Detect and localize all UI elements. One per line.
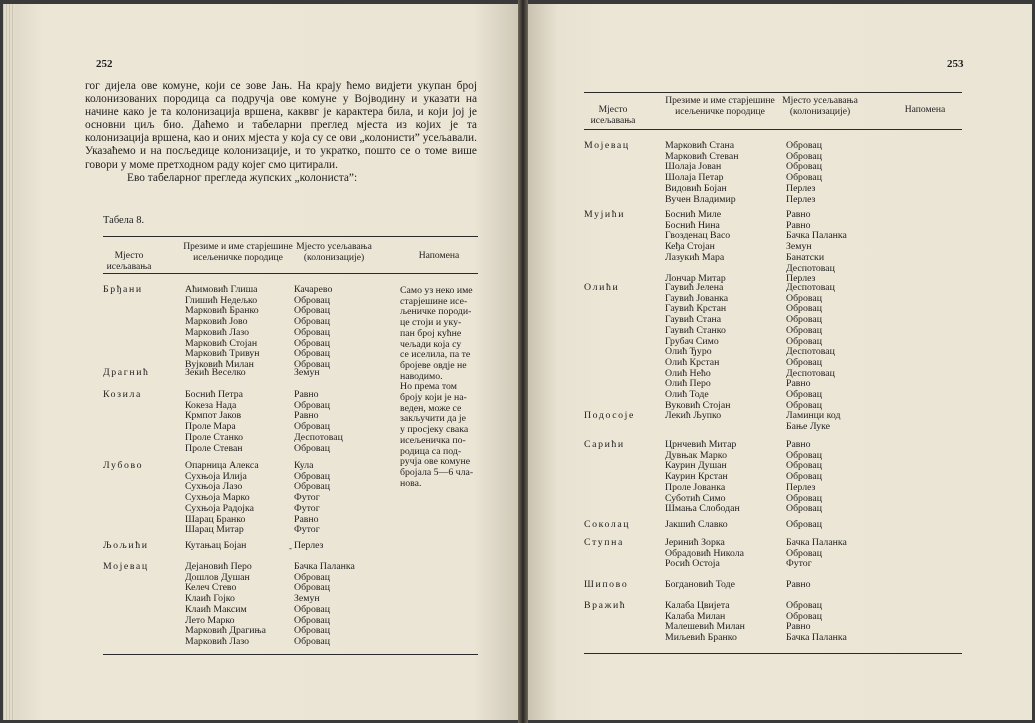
family-head-name: Глишић Недељко	[185, 294, 258, 306]
book-gutter	[518, 0, 528, 723]
note-line: ручја ове комуне	[400, 456, 471, 468]
destination-place: Обровац	[786, 449, 822, 461]
family-head-name: Обрадовић Никола	[665, 547, 744, 559]
family-head-cell	[185, 461, 259, 536]
family-head-name: Дејановић Перо	[185, 561, 252, 572]
note-line: це стоји и уку-	[400, 317, 462, 329]
destination-cell	[786, 141, 822, 205]
family-head-cell	[665, 411, 721, 432]
family-head-name: Шолаја Петар	[665, 172, 724, 184]
family-head-name: Малешевић Милан	[665, 621, 745, 633]
family-head-name: Проле Јованка	[665, 481, 726, 493]
destination-place: Обровац	[294, 635, 330, 647]
family-head-name: Гаувић Стана	[665, 314, 722, 326]
family-head-name: Марковић Стеван	[665, 150, 739, 162]
destination-place: Равно	[786, 621, 811, 633]
note-line: Само уз неко име	[400, 285, 473, 296]
village-name: Љољићи	[103, 540, 149, 551]
header-note: Напомена	[904, 104, 946, 115]
note-line: пан број кућне	[400, 327, 462, 339]
destination-place: Перлез	[786, 481, 816, 493]
family-head-cell	[665, 283, 730, 411]
destination-cell	[294, 541, 323, 552]
destination-place: Обровац	[786, 471, 822, 483]
family-head-name: Олић Ђуро	[665, 346, 712, 358]
destination-place: Футог	[294, 524, 320, 536]
header-family-head: Презиме и име старјешине исељеничке породице	[665, 95, 775, 117]
destination-place: Равно	[294, 410, 319, 422]
family-head-cell	[185, 285, 260, 371]
village-name: Шипово	[584, 579, 629, 590]
destination-cell	[786, 283, 835, 411]
destination-place: Деспотовац	[294, 431, 343, 443]
dash-mark: -	[289, 543, 292, 553]
destination-place: Равно	[786, 209, 811, 220]
destination-place: Обровац	[786, 519, 822, 530]
note-line: чељади која су	[400, 338, 462, 350]
family-head-name: Келеч Стево	[185, 582, 237, 594]
destination-place: Обровац	[786, 335, 822, 347]
destination-place: Деспотовац	[786, 367, 835, 379]
family-head-cell	[665, 580, 735, 591]
destination-place: Земун	[294, 367, 320, 378]
destination-place: Кула	[294, 460, 314, 471]
destination-place: Обровац	[786, 172, 822, 184]
family-head-name	[665, 422, 721, 433]
destination-place: Бање Луке	[786, 420, 831, 432]
family-head-name: Марковић Стана	[665, 140, 735, 151]
table-top-rule	[584, 92, 962, 93]
destination-cell	[786, 580, 811, 591]
destination-place: Обровац	[294, 625, 330, 637]
note-line: закључити да је	[400, 413, 466, 425]
family-head-name: Олић Тоде	[665, 389, 709, 401]
destination-place: Обровац	[786, 324, 822, 336]
family-head-name: Црнчевић Митар	[665, 439, 737, 450]
destination-place: Обровац	[294, 582, 330, 594]
destination-place: Футог	[294, 502, 320, 514]
destination-place: Обровац	[786, 610, 822, 622]
header-note: Напомена	[418, 250, 460, 261]
destination-place: Обровац	[786, 292, 822, 304]
family-head-cell	[665, 210, 730, 285]
left-page	[3, 4, 518, 720]
family-head-name: Крмпот Јаков	[185, 410, 242, 422]
family-head-name: Јакшић Славко	[665, 519, 728, 530]
destination-place: Качарево	[294, 284, 333, 295]
family-head-name: Каурин Душан	[665, 460, 727, 472]
destination-place: Обровац	[294, 399, 330, 411]
destination-place: Обровац	[786, 399, 822, 411]
destination-cell	[786, 601, 847, 644]
family-head-cell	[185, 390, 243, 454]
family-head-name: Калаба Цвијета	[665, 600, 730, 611]
family-head-name: Марковић Бранко	[185, 305, 259, 317]
destination-place: Обровац	[294, 305, 330, 317]
destination-cell	[786, 210, 847, 285]
family-head-cell	[185, 562, 266, 648]
destination-place: Обровац	[786, 389, 822, 401]
right-page	[528, 4, 1032, 720]
family-head-cell	[185, 541, 246, 552]
destination-place: Бачка Паланка	[294, 561, 355, 572]
family-head-name: Олић Перо	[665, 378, 711, 390]
destination-place: Обровац	[294, 294, 330, 306]
village-name: Олићи	[584, 282, 620, 293]
table-top-rule	[103, 236, 478, 237]
note-line: се иселила, па те	[400, 349, 471, 361]
family-head-name: Сухњоја Радојка	[185, 502, 254, 514]
page-number: 252	[96, 58, 113, 70]
destination-place: Бачка Паланка	[786, 230, 847, 242]
village-name: Подосоје	[584, 410, 635, 421]
family-head-name: Олић Крстан	[665, 356, 720, 368]
family-head-name: Марковић Стојан	[185, 337, 258, 349]
destination-place: Обровац	[786, 314, 822, 326]
family-head-name: Кокеза Нада	[185, 399, 237, 411]
family-head-name: Сухњоја Илија	[185, 470, 247, 482]
destination-place: Равно	[786, 378, 811, 390]
destination-place: Равно	[786, 439, 811, 450]
family-head-name: Грубач Симо	[665, 335, 719, 347]
table-header-rule	[584, 129, 962, 130]
family-head-name: Суботић Симо	[665, 492, 726, 504]
family-head-name: Вуковић Стојан	[665, 399, 731, 411]
table-header-rule	[103, 273, 478, 274]
destination-place: Обровац	[294, 348, 330, 360]
destination-place: Обровац	[294, 481, 330, 493]
destination-cell	[294, 390, 343, 454]
family-head-name: Опарница Алекса	[185, 460, 259, 471]
family-head-cell	[665, 141, 738, 205]
destination-place: Перлез	[786, 182, 816, 194]
destination-place: Обровац	[786, 460, 822, 472]
table-bottom-rule	[584, 653, 962, 654]
destination-place: Обровац	[294, 442, 330, 454]
destination-place: Обровац	[786, 600, 822, 611]
family-head-name: Шарац Бранко	[185, 513, 246, 525]
family-head-name: Јеринић Зорка	[665, 537, 725, 548]
village-name: Вражић	[584, 600, 627, 611]
note-line: бројала 5—6 чла-	[400, 466, 474, 478]
family-head-name: Дошлов Душан	[185, 571, 250, 583]
family-head-name: Лазукић Мара	[665, 251, 725, 263]
family-head-cell	[665, 520, 728, 531]
family-head-name: Шарац Митар	[185, 524, 244, 536]
village-name: Драгнић	[103, 367, 150, 378]
destination-place: Обровац	[294, 421, 330, 433]
destination-place: Обровац	[786, 161, 822, 173]
destination-place: Бачка Паланка	[786, 537, 847, 548]
village-name: Мујићи	[584, 209, 626, 220]
destination-place: Ламинци код	[786, 410, 841, 421]
destination-place: Бачка Паланка	[786, 632, 847, 644]
family-head-name: Шолаја Јован	[665, 161, 722, 173]
table-bottom-rule	[103, 654, 478, 655]
note-line: нова.	[400, 477, 422, 489]
destination-place: Деспотовац	[786, 346, 835, 358]
family-head-name: Проле Стеван	[185, 442, 243, 454]
destination-place: Земун	[294, 593, 320, 605]
family-head-name: Марковић Тривун	[185, 348, 260, 360]
destination-place: Обровац	[294, 470, 330, 482]
family-head-name: Сухњоја Марко	[185, 492, 250, 504]
destination-place: Футог	[294, 492, 320, 504]
body-text	[85, 80, 477, 185]
destination-place: Перлез	[786, 193, 816, 205]
family-head-name: Дувњак Марко	[665, 449, 727, 461]
header-origin: Мјесто исељавања	[106, 250, 152, 272]
family-head-cell	[665, 538, 744, 570]
destination-place: Равно	[294, 389, 319, 400]
destination-place: Обровац	[786, 503, 822, 515]
family-head-name: Лекић Љупко	[665, 410, 722, 421]
family-head-name: Боснић Петра	[185, 389, 244, 400]
village-name: Козила	[103, 389, 142, 400]
note-line: исељеничка по-	[400, 434, 466, 446]
destination-cell	[294, 368, 320, 379]
family-head-name: Гвозденац Васо	[665, 230, 731, 242]
destination-place: Обровац	[786, 492, 822, 504]
note-line: наводимо.	[400, 370, 443, 382]
family-head-name: Шмања Слободан	[665, 503, 740, 515]
destination-cell	[786, 520, 822, 531]
destination-place: Обровац	[294, 337, 330, 349]
family-head-name: Аћимовић Глиша	[185, 284, 258, 295]
family-head-name: Клаић Максим	[185, 603, 247, 615]
family-head-cell	[185, 368, 246, 379]
village-name: Мојевац	[103, 561, 149, 572]
family-head-name: Гаувић Јелена	[665, 282, 724, 293]
table-note	[400, 286, 477, 489]
village-name: Мојевац	[584, 140, 630, 151]
family-head-name: Кутањац Бојан	[185, 540, 247, 551]
destination-cell	[294, 285, 332, 371]
header-family-head: Презиме и име старјешине исељеничке породице	[183, 241, 293, 263]
destination-place: Обровац	[786, 150, 822, 162]
family-head-name: Кеђа Стојан	[665, 241, 715, 253]
family-head-name: Видовић Бојан	[665, 182, 727, 194]
destination-place: Перлез	[786, 273, 816, 285]
family-head-name: Гаувић Јованка	[665, 292, 729, 304]
destination-place: Перлез	[294, 540, 324, 551]
family-head-name: Сухњоја Лазо	[185, 481, 243, 493]
note-line: Но према том	[400, 381, 457, 393]
header-origin: Мјесто исељавања	[590, 104, 636, 126]
destination-cell	[294, 562, 355, 648]
family-head-name: Марковић Лазо	[185, 326, 250, 338]
family-head-name: Калаба Милан	[665, 610, 726, 622]
destination-place: Деспотовац	[786, 262, 835, 274]
family-head-name: Клаић Гојко	[185, 593, 235, 605]
family-head-name: Каурин Крстан	[665, 471, 728, 483]
destination-cell	[786, 538, 847, 570]
note-line: родица са под-	[400, 445, 462, 457]
destination-place: Обровац	[786, 356, 822, 368]
destination-place: Обровац	[294, 614, 330, 626]
destination-place: Футог	[786, 558, 812, 570]
village-name: Соколац	[584, 519, 631, 530]
family-head-name: Проле Мара	[185, 421, 236, 433]
family-head-name: Боснић Нина	[665, 219, 720, 231]
family-head-name: Богдановић Тоде	[665, 579, 735, 590]
note-line: љеничке породи-	[400, 306, 472, 318]
destination-place: Банатски	[786, 251, 825, 263]
family-head-name: Боснић Миле	[665, 209, 722, 220]
note-line: броју који је на-	[400, 392, 467, 404]
family-head-name: Лончар Митар	[665, 273, 726, 285]
header-destination: Мјесто усељавања (колонизације)	[782, 95, 858, 117]
destination-place: Обровац	[786, 140, 822, 151]
family-head-cell	[665, 601, 745, 644]
family-head-name: Росић Остоја	[665, 558, 720, 570]
note-line: бројеве овдје не	[400, 359, 467, 371]
destination-cell	[294, 461, 330, 536]
destination-place: Обровац	[294, 316, 330, 328]
destination-cell	[786, 411, 840, 432]
destination-place: Равно	[786, 579, 811, 590]
family-head-name: Вучен Владимир	[665, 193, 736, 205]
destination-place: Земун	[786, 241, 812, 253]
page-edge-stack	[3, 4, 15, 720]
family-head-name: Марковић Драгиња	[185, 625, 266, 637]
destination-place: Обровац	[294, 603, 330, 615]
family-head-name: Гаувић Крстан	[665, 303, 727, 315]
family-head-name: Лето Марко	[185, 614, 235, 626]
destination-place: Деспотовац	[786, 282, 835, 293]
table-label: Табела 8.	[103, 215, 145, 226]
page-number: 253	[947, 58, 964, 70]
destination-place: Обровац	[294, 358, 330, 370]
family-head-name: Миљевић Бранко	[665, 632, 737, 644]
family-head-name: Зекић Веселко	[185, 367, 246, 378]
family-head-name: Марковић Лазо	[185, 635, 250, 647]
destination-place: Обровац	[294, 326, 330, 338]
destination-place: Равно	[294, 513, 319, 525]
note-line: старјешине исе-	[400, 295, 468, 307]
village-name: Ступна	[584, 537, 624, 548]
family-head-cell	[665, 440, 740, 515]
family-head-name: Олић Нећо	[665, 367, 711, 379]
paragraph: Ево табеларног прегледа жупских „колониста”:	[127, 171, 358, 184]
destination-place: Обровац	[786, 547, 822, 559]
family-head-name: Марковић Јово	[185, 316, 248, 328]
village-name: Брђани	[103, 284, 143, 295]
destination-place: Обровац	[786, 303, 822, 315]
note-line: у просјеку свака	[400, 424, 469, 436]
village-name: Сарићи	[584, 439, 625, 450]
destination-place: Равно	[786, 219, 811, 231]
destination-cell	[786, 440, 822, 515]
paragraph: гог дијела ове комуне, који се зове Јањ. На крају ћемо видјети укупан број колонизованих породица са подручја ове комуне у Војводину и указати на начине како је та колонизација вршена, какввг је карактера била, и који јој је основни циљ био. Даћемо и табеларни преглед мјеста из којих је та колонизација вршена, као и оних мјеста у која су се ови „колонисти” усељавали. Указаћемо и на посљедице колонизације, и то укратко, пошто се о томе више говори у моме претходном раду којег смо цитирали.	[85, 80, 477, 171]
destination-place: Обровац	[294, 571, 330, 583]
header-destination: Мјесто усељавања (колонизације)	[296, 241, 372, 263]
family-head-name: Вујковић Милан	[185, 358, 254, 370]
note-line: веден, може се	[400, 402, 462, 414]
family-head-name: Проле Станко	[185, 431, 243, 443]
village-name: Лубово	[103, 460, 144, 471]
family-head-name: Гаувић Станко	[665, 324, 726, 336]
